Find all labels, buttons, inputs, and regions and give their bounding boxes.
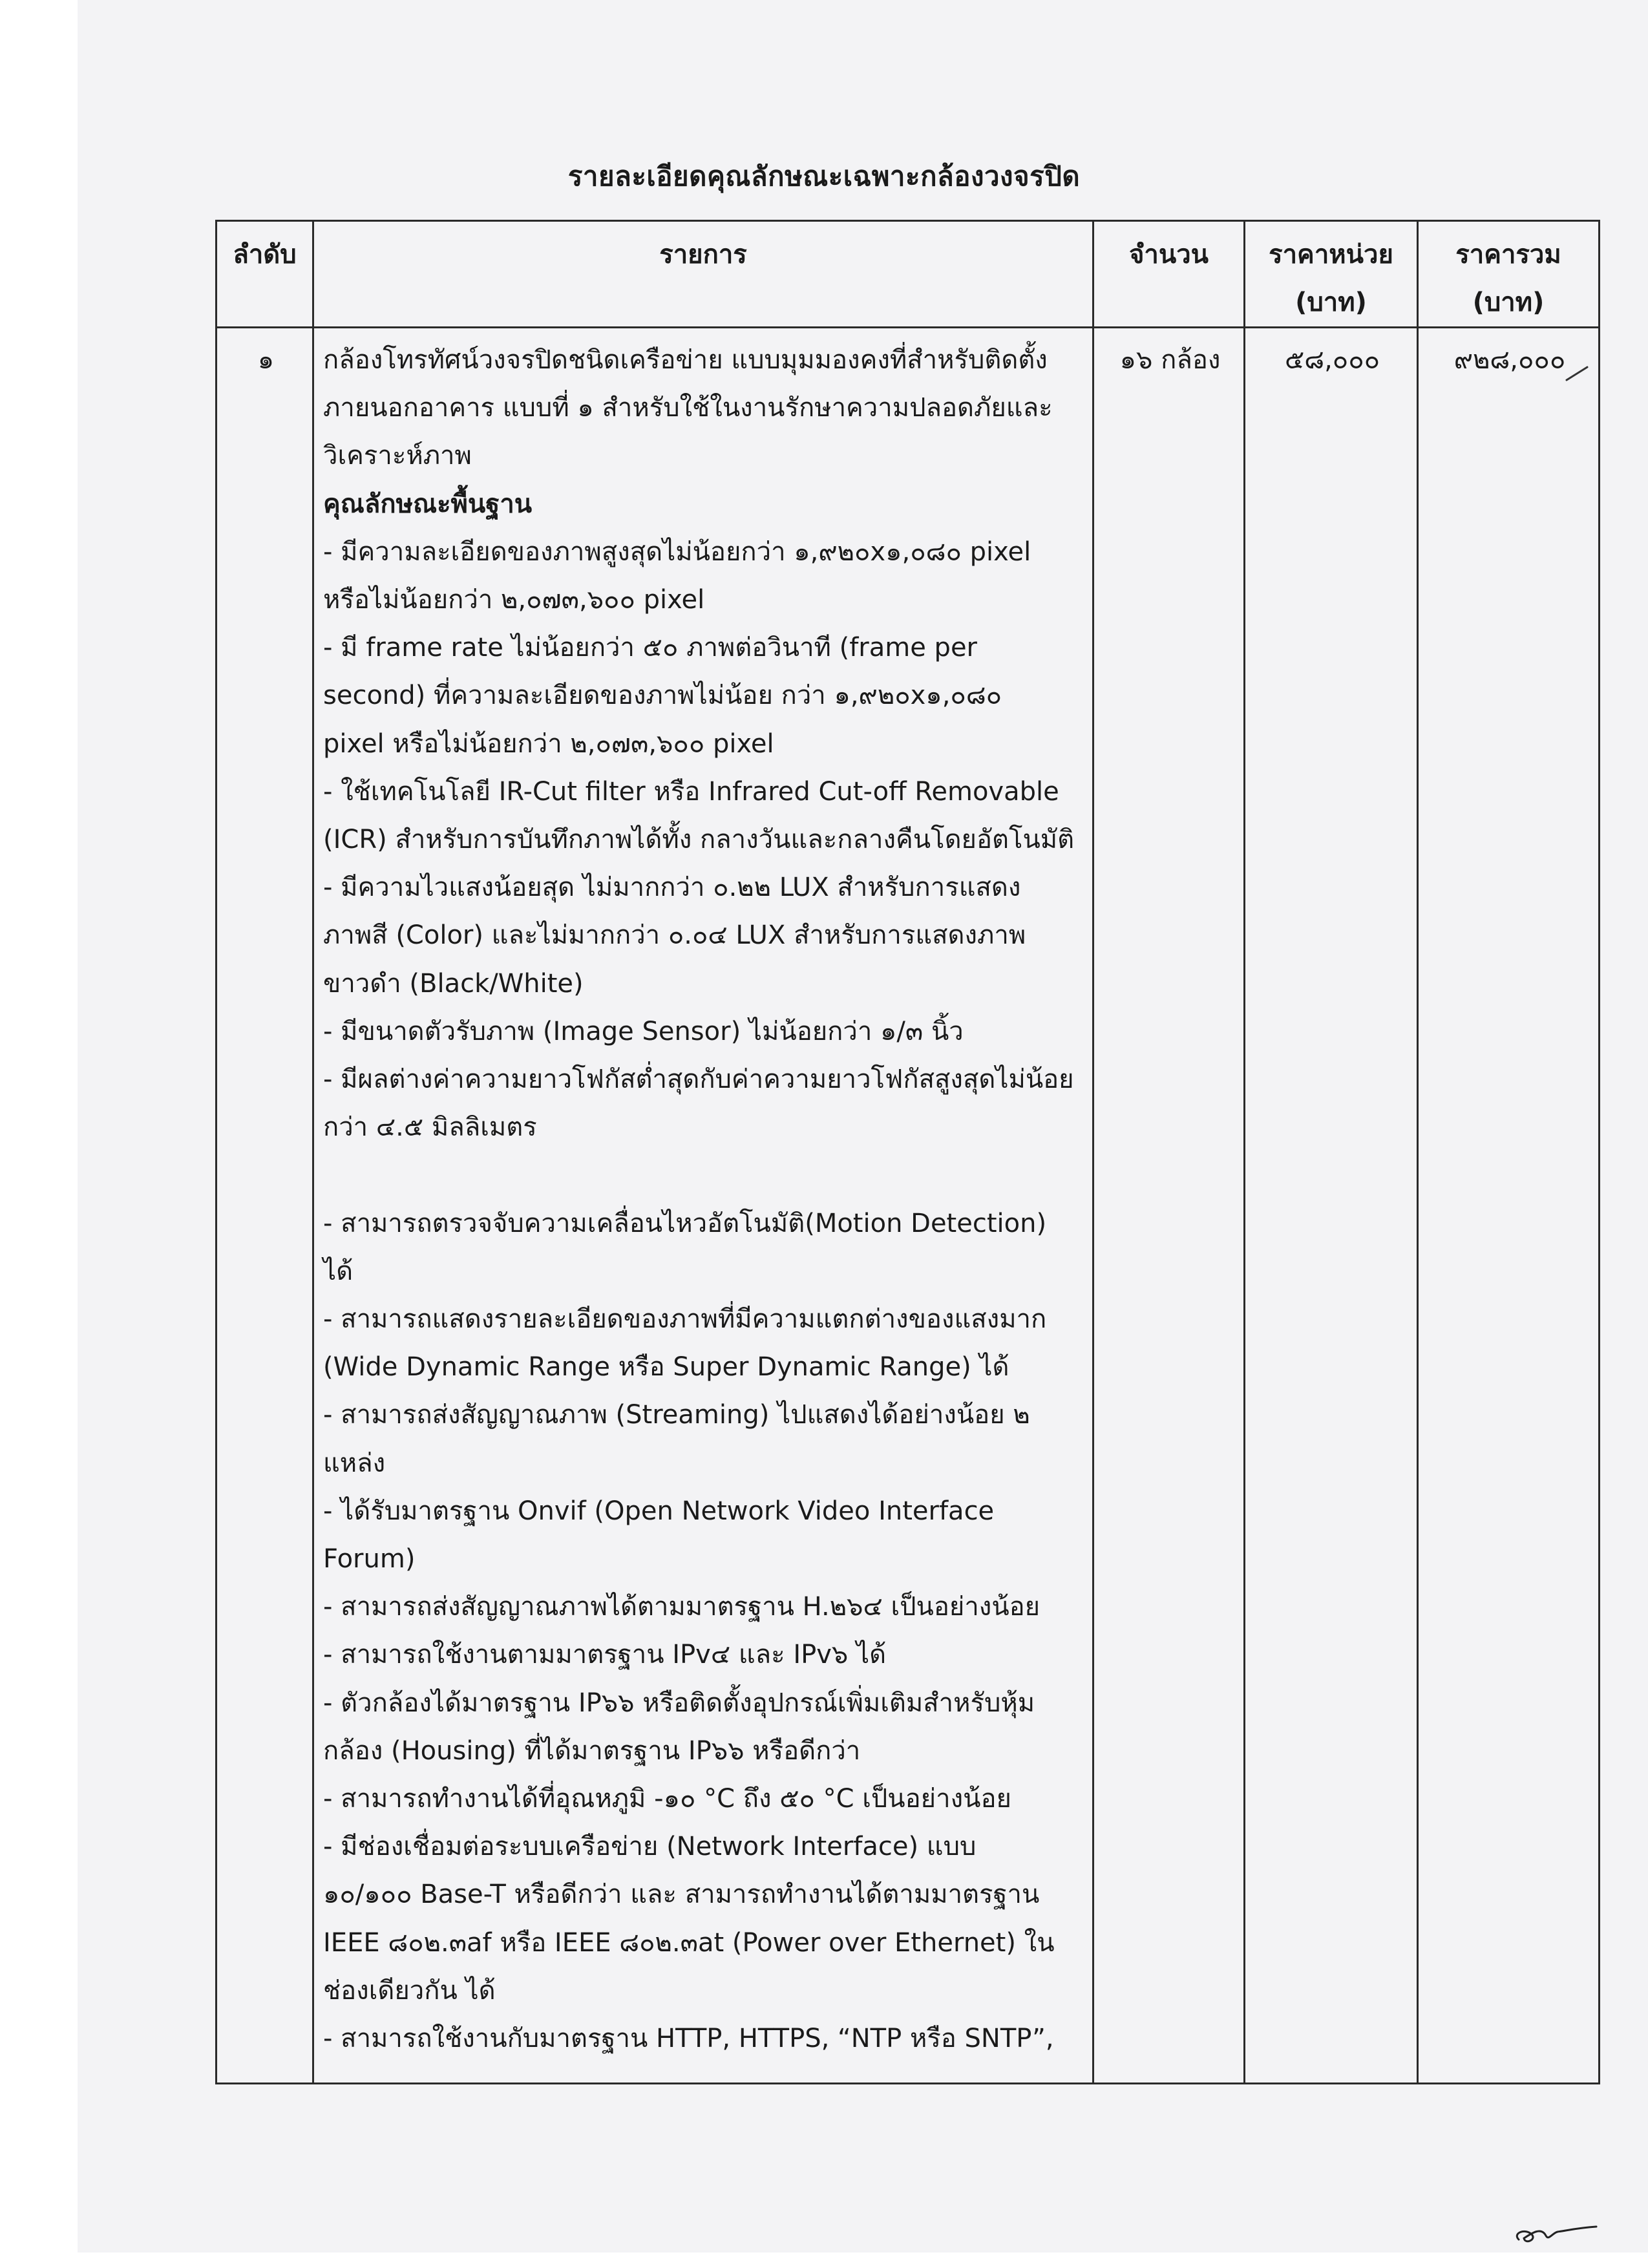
- table-row: [217, 328, 1600, 2084]
- item-line: - ใช้เทคโนโลยี IR-Cut filter หรือ Infrared Cut-off Removable: [323, 776, 1059, 807]
- header-qty: จำนวน: [1093, 221, 1245, 328]
- item-line: - สามารถส่งสัญญาณภาพได้ตามมาตรฐาน H.๒๖๔ เป็นอย่างน้อย: [323, 1592, 1041, 1622]
- item-line: [323, 1151, 1086, 1199]
- row-no: ๑: [217, 328, 313, 2084]
- item-line: ภายนอกอาคาร แบบที่ ๑ สำหรับใช้ในงานรักษาความปลอดภัยและ: [323, 393, 1053, 423]
- item-line: แหล่ง: [323, 1448, 386, 1478]
- header-no: ลำดับ: [217, 221, 313, 328]
- header-total-line2: (บาท): [1472, 288, 1545, 317]
- item-line: กล้อง (Housing) ที่ได้มาตรฐาน IP๖๖ หรือดีกว่า: [323, 1735, 861, 1766]
- item-description: [323, 336, 1086, 2062]
- item-line: Forum): [323, 1544, 416, 1574]
- item-line: หรือไม่น้อยกว่า ๒,๐๗๓,๖๐๐ pixel: [323, 585, 705, 615]
- item-line: - ได้รับมาตรฐาน Onvif (Open Network Video Interface: [323, 1496, 995, 1526]
- item-line: IEEE ๘๐๒.๓af หรือ IEEE ๘๐๒.๓at (Power over Ethernet) ใน: [323, 1927, 1055, 1958]
- item-line: - สามารถส่งสัญญาณภาพ (Streaming) ไปแสดงได้อย่างน้อย ๒: [323, 1400, 1030, 1430]
- signature-icon: [1506, 2214, 1603, 2252]
- header-item: รายการ: [313, 221, 1093, 328]
- item-line: - สามารถใช้งานกับมาตรฐาน HTTP, HTTPS, “NTP หรือ SNTP”,: [323, 2024, 1054, 2054]
- row-unit-price: ๕๘,๐๐๐: [1245, 328, 1418, 2084]
- item-line: - มีความไวแสงน้อยสุด ไม่มากกว่า ๐.๒๒ LUX สำหรับการแสดง: [323, 873, 1021, 903]
- header-total-line1: ราคารวม: [1455, 240, 1561, 270]
- item-line: (ICR) สำหรับการบันทึกภาพได้ทั้ง กลางวันและกลางคืนโดยอัตโนมัติ: [323, 825, 1075, 855]
- spec-table: [215, 220, 1600, 2084]
- row-total: ๙๒๘,๐๐๐: [1418, 328, 1600, 2084]
- item-line: - มีความละเอียดของภาพสูงสุดไม่น้อยกว่า ๑,๙๒๐x๑,๐๘๐ pixel: [323, 536, 1031, 567]
- item-line: - มีผลต่างค่าความยาวโฟกัสต่ำสุดกับค่าความยาวโฟกัสสูงสุดไม่น้อย: [323, 1065, 1074, 1095]
- item-line: ภาพสี (Color) และไม่มากกว่า ๐.๐๔ LUX สำหรับการแสดงภาพ: [323, 920, 1026, 951]
- item-line: ๑๐/๑๐๐ Base-T หรือดีกว่า และ สามารถทำงานได้ตามมาตรฐาน: [323, 1880, 1040, 1910]
- item-line: - สามารถตรวจจับความเคลื่อนไหวอัตโนมัติ(Motion Detection): [323, 1208, 1047, 1238]
- header-total: [1418, 221, 1600, 328]
- item-line: second) ที่ความละเอียดของภาพไม่น้อย กว่า ๑,๙๒๐x๑,๐๘๐: [323, 681, 1002, 711]
- item-line: ได้: [323, 1256, 354, 1286]
- item-line: ขาวดำ (Black/White): [323, 968, 584, 999]
- item-line: - มี frame rate ไม่น้อยกว่า ๕๐ ภาพต่อวินาที (frame per: [323, 633, 977, 663]
- header-unit-price-line1: ราคาหน่วย: [1269, 240, 1393, 270]
- row-item: [313, 328, 1093, 2084]
- row-qty: ๑๖ กล้อง: [1093, 328, 1245, 2084]
- scan-margin-bottom: [0, 2252, 1648, 2268]
- item-line: วิเคราะห์ภาพ: [323, 441, 472, 471]
- document-title: รายละเอียดคุณลักษณะเฉพาะกล้องวงจรปิด: [567, 160, 1081, 192]
- item-line: - ตัวกล้องได้มาตรฐาน IP๖๖ หรือติดตั้งอุปกรณ์เพิ่มเติมสำหรับหุ้ม: [323, 1688, 1035, 1718]
- scan-margin-left: [0, 0, 78, 2268]
- item-line: - สามารถทำงานได้ที่อุณหภูมิ -๑๐ °C ถึง ๕๐ °C เป็นอย่างน้อย: [323, 1784, 1011, 1814]
- item-line: - สามารถใช้งานตามมาตรฐาน IPv๔ และ IPv๖ ได้: [323, 1640, 887, 1670]
- check-mark-icon: [1564, 363, 1590, 383]
- item-line: pixel หรือไม่น้อยกว่า ๒,๐๗๓,๖๐๐ pixel: [323, 728, 774, 759]
- header-unit-price: [1245, 221, 1418, 328]
- item-line: (Wide Dynamic Range หรือ Super Dynamic Range) ได้: [323, 1352, 1009, 1383]
- item-line: - มีขนาดตัวรับภาพ (Image Sensor) ไม่น้อยกว่า ๑/๓ นิ้ว: [323, 1016, 964, 1046]
- header-unit-price-line2: (บาท): [1295, 288, 1367, 317]
- item-line: ช่องเดียวกัน ได้: [323, 1975, 496, 2006]
- item-line: กล้องโทรทัศน์วงจรปิดชนิดเครือข่าย แบบมุมมองคงที่สำหรับติดตั้ง: [323, 345, 1048, 375]
- item-line: คุณลักษณะพื้นฐาน: [323, 489, 533, 519]
- item-line: - มีช่องเชื่อมต่อระบบเครือข่าย (Network Interface) แบบ: [323, 1832, 977, 1862]
- item-line: - สามารถแสดงรายละเอียดของภาพที่มีความแตกต่างของแสงมาก: [323, 1304, 1047, 1335]
- item-line: กว่า ๔.๕ มิลลิเมตร: [323, 1112, 537, 1143]
- header-row: [217, 221, 1600, 328]
